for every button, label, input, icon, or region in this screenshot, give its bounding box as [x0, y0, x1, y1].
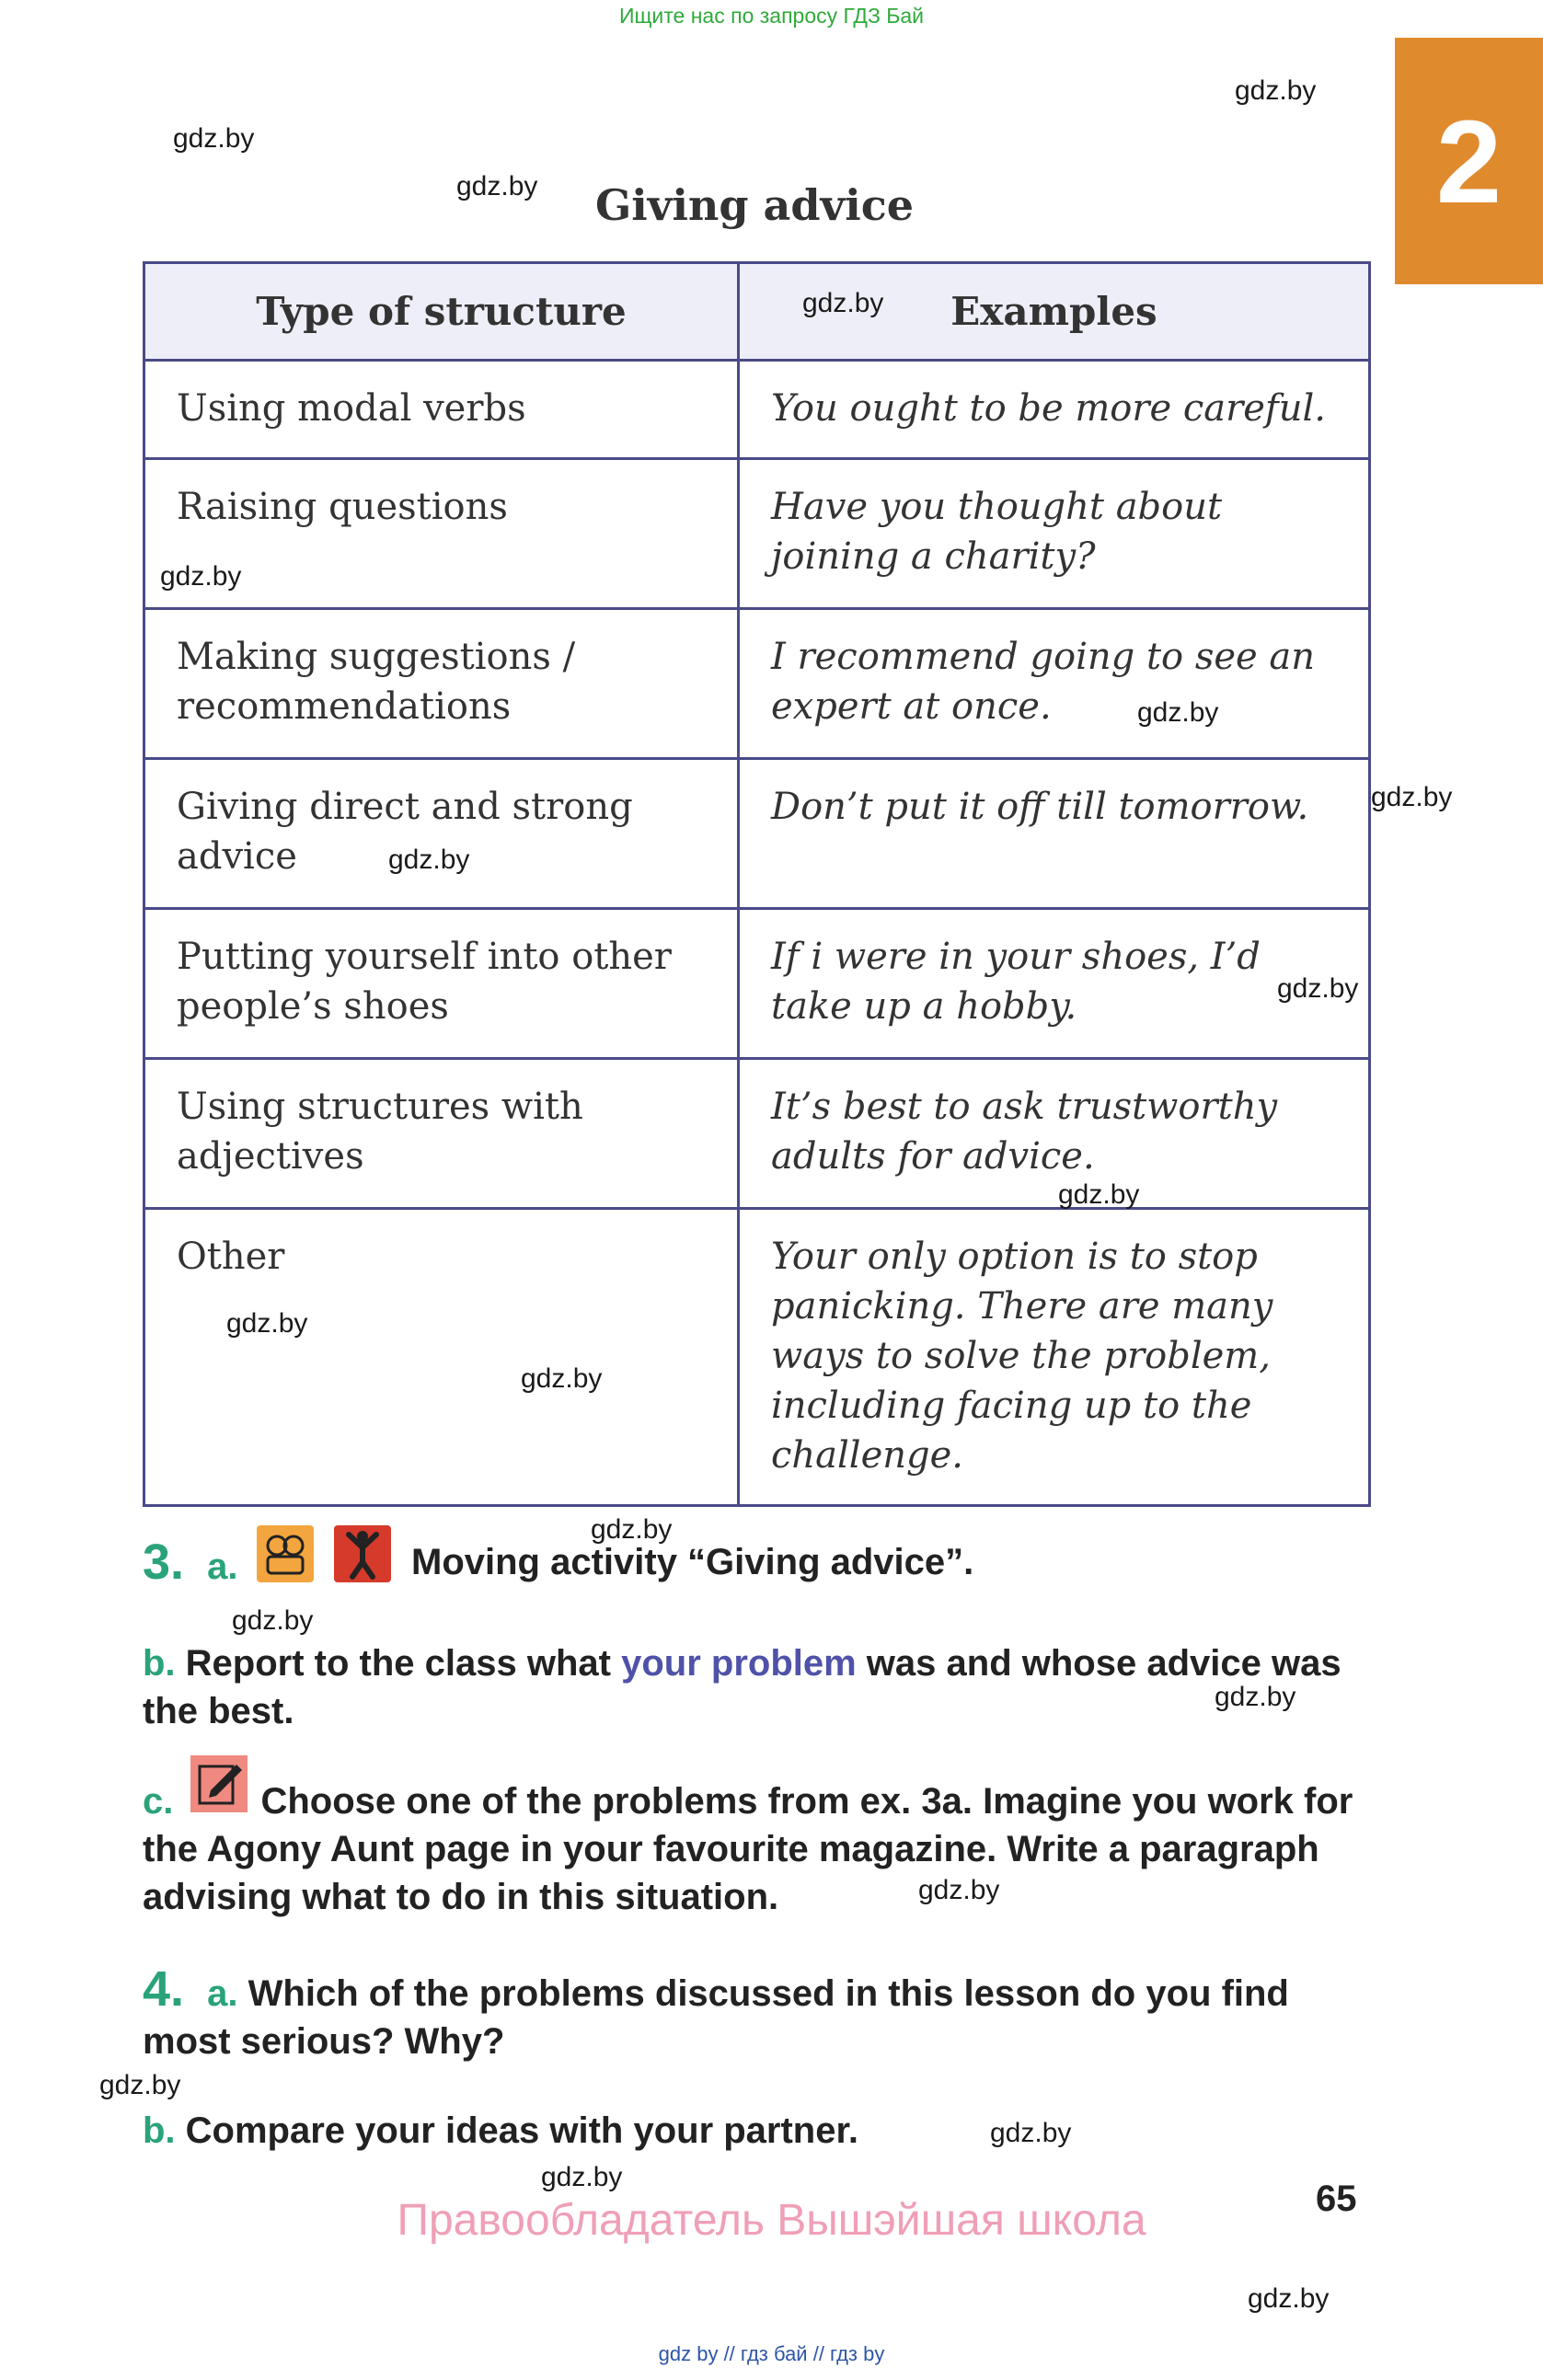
moving-activity-icon: [334, 1525, 391, 1582]
table-row: [144, 1209, 1370, 1506]
advice-table: [143, 261, 1371, 1507]
watermark: gdz.by: [1235, 75, 1317, 106]
exercise-3a: [143, 1535, 1368, 1591]
top-banner: Ищите нас по запросу ГДЗ Бай: [618, 4, 925, 28]
table-row: [144, 361, 1370, 459]
exercise-text: Compare your ideas with your partner.: [185, 2110, 858, 2151]
table-row: [144, 909, 1370, 1059]
page-number: 65: [1316, 2179, 1357, 2219]
exercise-number: 4.: [143, 1961, 185, 2017]
bottom-links[interactable]: gdz by // гдз бай // гдз by: [658, 2342, 885, 2365]
exercise-letter: c.: [143, 1781, 174, 1822]
table-row: [144, 759, 1370, 909]
table-row: [144, 1059, 1370, 1209]
unit-number: 2: [1435, 97, 1503, 228]
watermark: gdz.by: [1058, 1179, 1140, 1210]
table-header-row: [144, 263, 1370, 361]
watermark: gdz.by: [1248, 2283, 1330, 2314]
exercise-letter: a.: [207, 1973, 238, 2014]
structure-type: Using modal verbs: [144, 361, 739, 459]
exercise-letter: a.: [207, 1546, 238, 1587]
writing-icon: [190, 1755, 248, 1812]
exercise-text: was and whose advice was the best.: [143, 1643, 1341, 1731]
group-work-icon: [257, 1525, 314, 1582]
watermark: gdz.by: [226, 1308, 308, 1339]
exercise-text: Choose one of the problems from ex. 3a. Imagine you work for the Agony Aunt page in your favourite magazine. Write a paragraph advising what to do in this situation.: [143, 1781, 1353, 1917]
exercise-3c: [143, 1777, 1368, 1921]
example-text: You ought to be more careful.: [739, 361, 1370, 459]
watermark: gdz.by: [1277, 973, 1359, 1004]
highlighted-text: your problem: [621, 1643, 857, 1684]
structure-type: Raising questions: [144, 459, 739, 609]
table-row: [144, 609, 1370, 759]
watermark: gdz.by: [918, 1875, 1000, 1905]
watermark: gdz.by: [99, 2070, 181, 2100]
watermark: gdz.by: [456, 171, 538, 201]
page-title: Giving advice: [594, 180, 915, 230]
column-header-type: Type of structure: [144, 263, 739, 361]
watermark: gdz.by: [802, 288, 884, 318]
example-text: I recommend going to see an expert at once.: [739, 609, 1370, 759]
example-text: It’s best to ask trustworthy adults for advice.: [739, 1059, 1370, 1209]
column-header-examples: Examples: [739, 263, 1370, 361]
example-text: Your only option is to stop panicking. There are many ways to solve the problem, including facing up to the challenge.: [739, 1209, 1370, 1506]
watermark: gdz.by: [1137, 697, 1219, 728]
watermark: gdz.by: [1371, 782, 1453, 812]
structure-type: Making suggestions / recommendations: [144, 609, 739, 759]
example-text: Have you thought about joining a charity?: [739, 459, 1370, 609]
exercise-letter: b.: [143, 1643, 176, 1684]
structure-type: Using structures with adjectives: [144, 1059, 739, 1209]
watermark: gdz.by: [541, 2162, 623, 2192]
structure-type: Putting yourself into other people’s shoes: [144, 909, 739, 1059]
watermark: gdz.by: [160, 561, 242, 592]
exercise-3b: [143, 1639, 1368, 1735]
structure-type: Giving direct and strong advice: [144, 759, 739, 909]
exercise-4b: [143, 2107, 1368, 2155]
structure-type: Other: [144, 1209, 739, 1506]
exercise-4a: [143, 1961, 1368, 2065]
watermark: gdz.by: [173, 123, 255, 154]
exercise-text: Which of the problems discussed in this lesson do you find most serious? Why?: [143, 1973, 1289, 2062]
unit-tab: [1395, 38, 1543, 284]
example-text: Don’t put it off till tomorrow.: [739, 759, 1370, 909]
exercise-letter: b.: [143, 2110, 176, 2151]
watermark: gdz.by: [388, 845, 470, 875]
exercise-number: 3.: [143, 1535, 185, 1590]
table-row: [144, 459, 1370, 609]
watermark: gdz.by: [232, 1605, 314, 1636]
exercise-text: Report to the class what: [185, 1643, 622, 1684]
exercise-text: Moving activity “Giving advice”.: [411, 1542, 974, 1582]
copyright-notice: Правообладатель Вышэйшая школа: [397, 2196, 1146, 2245]
watermark: gdz.by: [591, 1514, 673, 1545]
watermark: gdz.by: [521, 1363, 603, 1394]
example-text: If i were in your shoes, I’d take up a hobby.: [739, 909, 1370, 1059]
watermark: gdz.by: [1215, 1682, 1296, 1712]
watermark: gdz.by: [990, 2118, 1072, 2148]
